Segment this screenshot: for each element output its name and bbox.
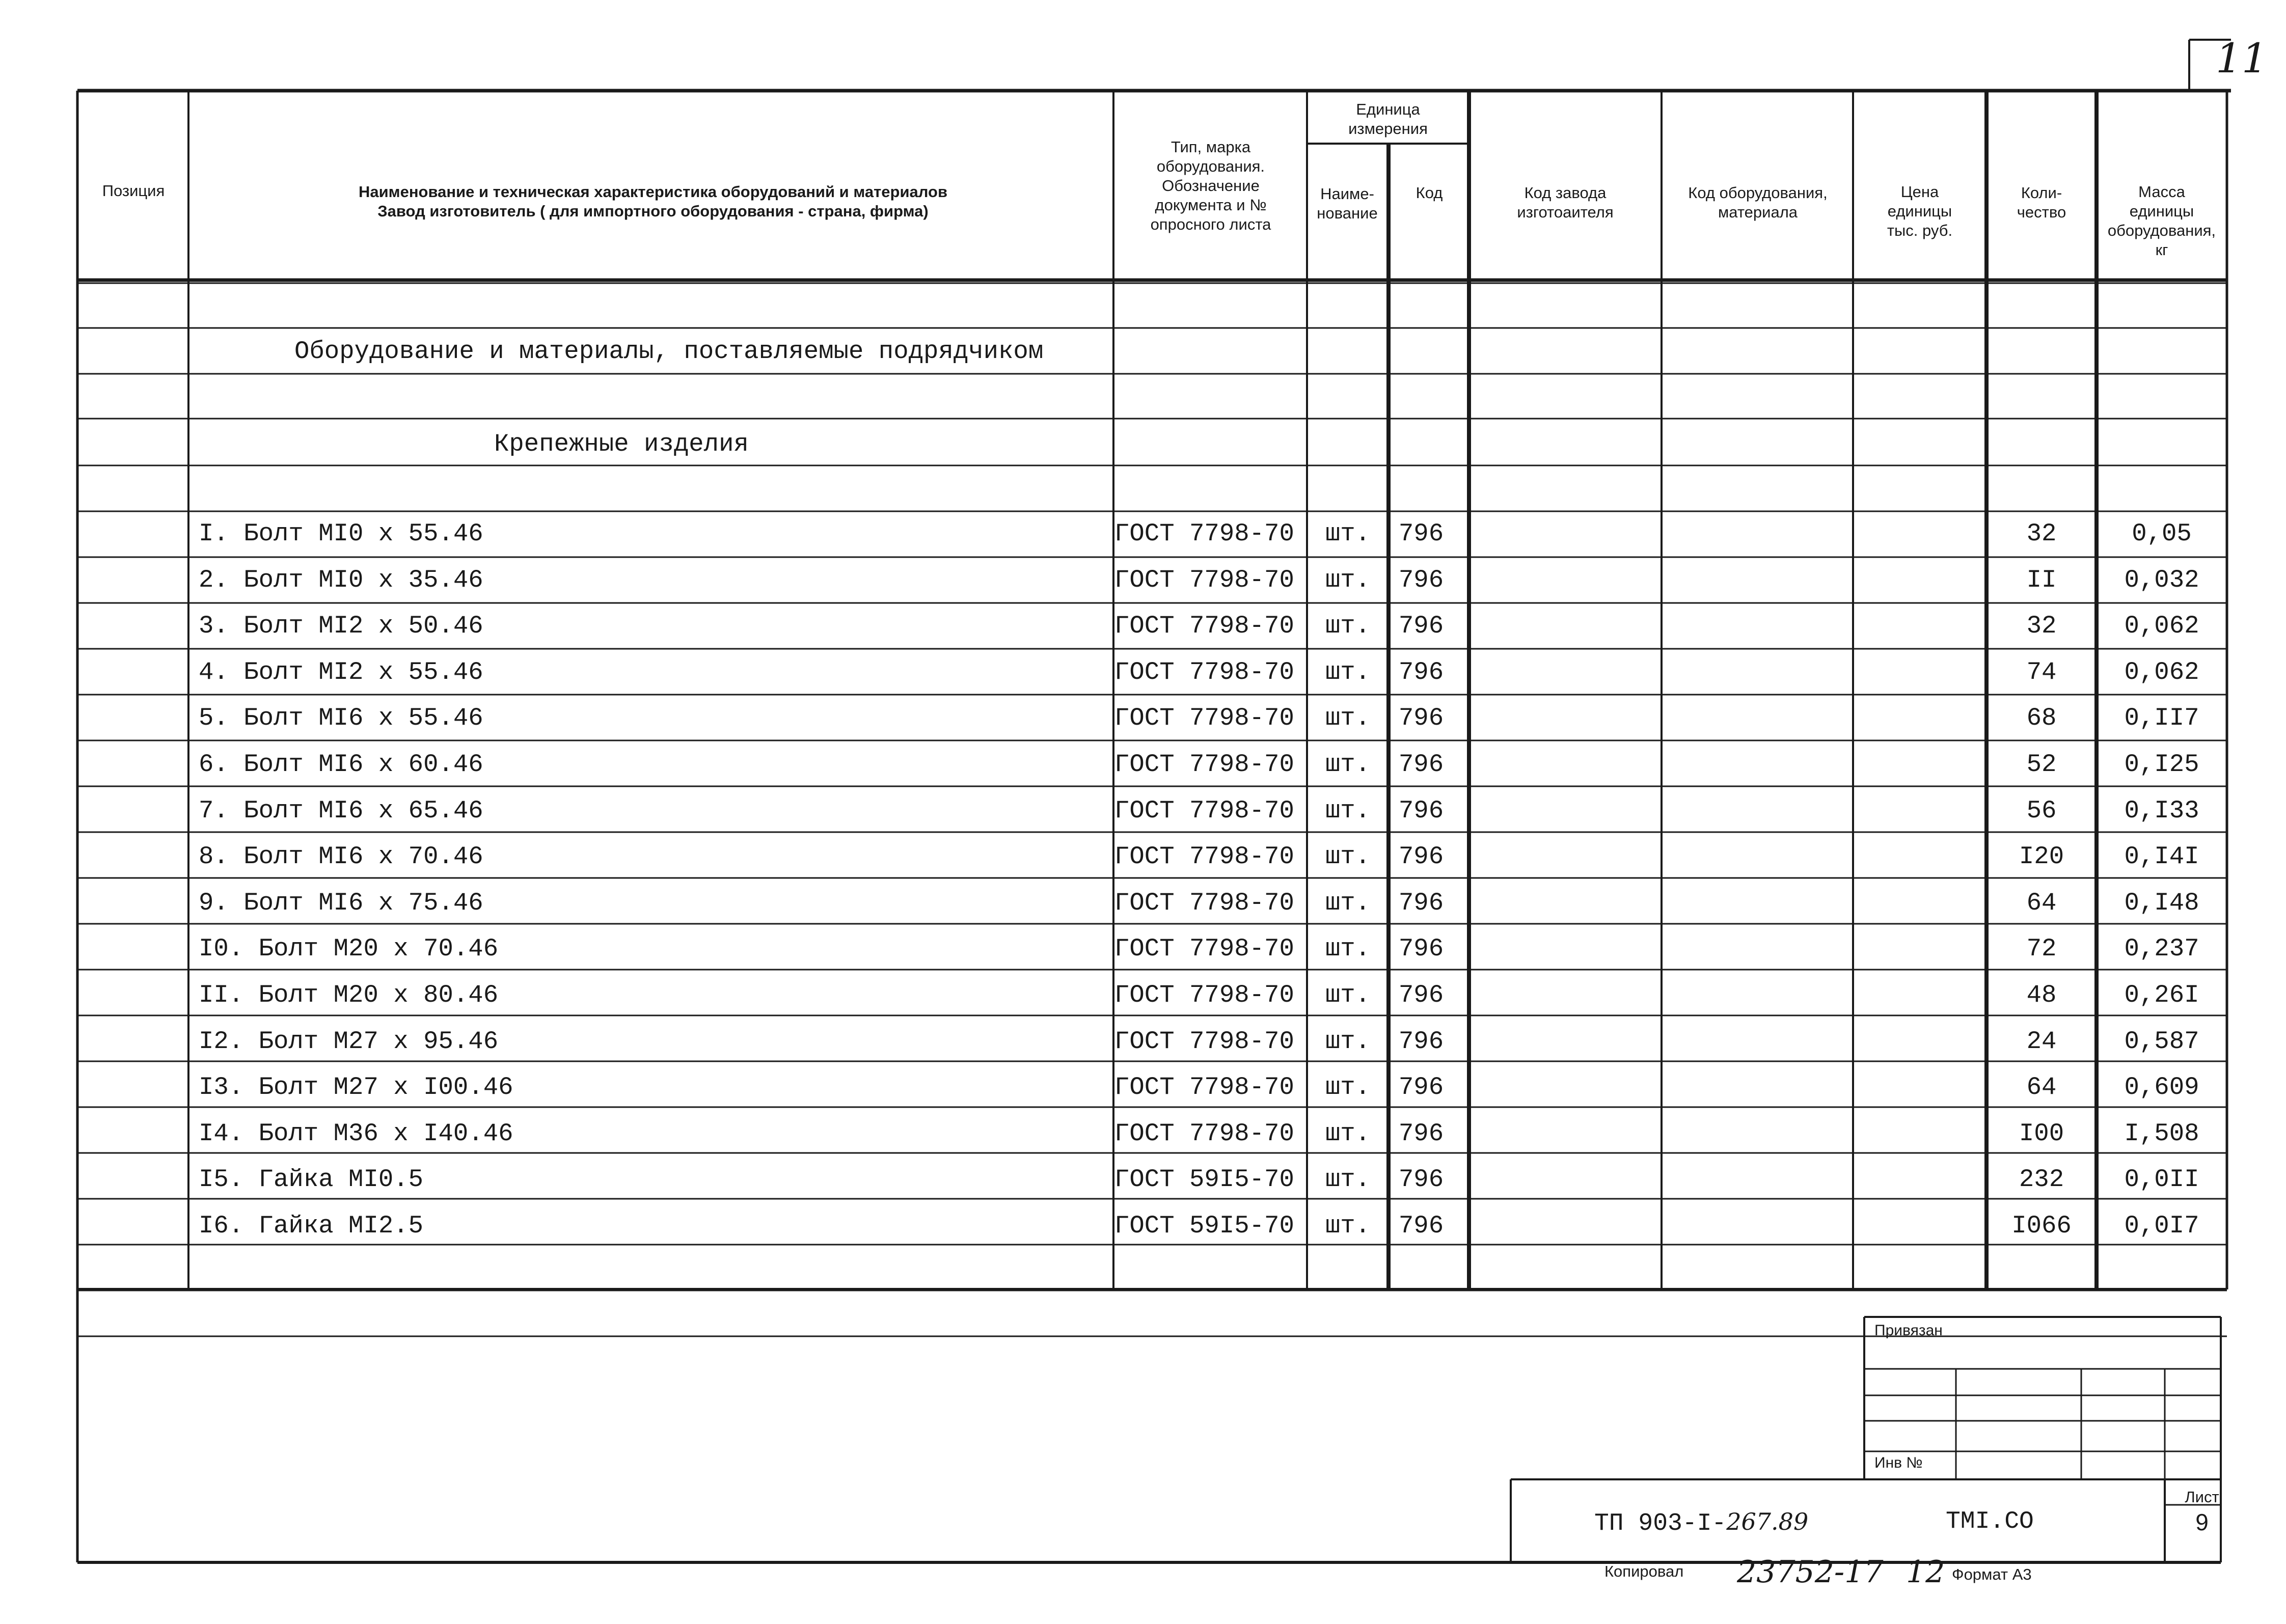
row-name: I. Болт МI0 х 55.46 [199,519,483,548]
row-code: 796 [1398,612,1444,641]
row-name: 9. Болт МI6 х 75.46 [199,888,483,917]
stamp-designation-hand: 267.89 [1726,1508,1809,1535]
row-doc: ГОСТ 7798-70 [1114,750,1294,779]
row-mass: 0,I4I [2124,842,2199,871]
row-qty: I00 [2019,1119,2064,1148]
row-unit: шт. [1325,1165,1371,1194]
row-mass: 0,237 [2124,934,2199,964]
footer-copied-label: Копировал [1604,1562,1684,1580]
row-qty: 24 [2026,1027,2057,1056]
row-name: I0. Болт М20 х 70.46 [199,934,499,964]
row-code: 796 [1398,565,1444,594]
sheet-mark: 11 [2216,35,2268,82]
row-code: 796 [1398,842,1444,871]
row-mass: 0,0II [2124,1165,2199,1194]
row-code: 796 [1398,519,1444,548]
row-qty: 32 [2026,519,2057,548]
row-qty: 52 [2026,750,2057,779]
subsection-title: Крепежные изделия [494,430,749,458]
row-doc: ГОСТ 7798-70 [1114,1119,1294,1148]
row-name: I4. Болт М36 х I40.46 [199,1119,513,1148]
row-mass: 0,032 [2124,565,2199,594]
row-qty: 72 [2026,934,2057,964]
row-unit: шт. [1325,565,1371,594]
footer-copy-sheet: 12 [1906,1554,1945,1590]
row-qty: 64 [2026,1073,2057,1102]
row-qty: 68 [2026,704,2057,733]
row-code: 796 [1398,1119,1444,1148]
stamp-attached-label: Привязан [1874,1322,1943,1339]
row-code: 796 [1398,1212,1444,1240]
row-code: 796 [1398,796,1444,825]
row-mass: 0,I33 [2124,796,2199,825]
section-title: Оборудование и материалы, поставляемые подрядчиком [294,337,1044,366]
row-name: 4. Болт МI2 х 55.46 [199,657,483,686]
row-doc: ГОСТ 7798-70 [1114,565,1294,594]
row-qty: 56 [2026,796,2057,825]
row-mass: I,508 [2124,1119,2199,1148]
header-unit-group: Единица измерения [1348,100,1428,137]
row-mass: 0,II7 [2124,704,2199,733]
stamp-designation [1594,1506,1808,1539]
row-name: I2. Болт М27 х 95.46 [199,1027,499,1056]
stamp-sheet-label: Лист [2185,1488,2219,1506]
row-unit: шт. [1325,1073,1371,1102]
row-qty: I20 [2019,842,2064,871]
row-qty: 232 [2019,1165,2064,1194]
row-mass: 0,609 [2124,1073,2199,1102]
row-doc: ГОСТ 7798-70 [1114,704,1294,733]
stamp-sheet-number: 9 [2195,1509,2209,1535]
header-name: Наименование и техническая характеристика оборудований и материалов Завод изготовитель ( для импортного оборудования - страна, фирма) [358,183,948,220]
row-name: 2. Болт МI0 х 35.46 [199,565,483,594]
row-code: 796 [1398,657,1444,686]
header-mass: Масса единицы оборудования, кг [2107,183,2216,259]
row-code: 796 [1398,750,1444,779]
row-code: 796 [1398,1165,1444,1194]
row-doc: ГОСТ 7798-70 [1114,519,1294,548]
header-quantity: Коли- чество [2017,184,2066,221]
row-name: I6. Гайка МI2.5 [199,1212,424,1240]
row-code: 796 [1398,704,1444,733]
row-doc: ГОСТ 7798-70 [1114,657,1294,686]
row-mass: 0,062 [2124,657,2199,686]
header-unit-name: Наиме- нование [1317,185,1378,222]
row-unit: шт. [1325,1027,1371,1056]
row-qty: 74 [2026,657,2057,686]
row-name: 5. Болт МI6 х 55.46 [199,704,483,733]
header-price: Цена единицы тыс. руб. [1887,183,1953,239]
row-unit: шт. [1325,704,1371,733]
header-factory-code: Код завода изготоаителя [1517,184,1614,221]
row-doc: ГОСТ 7798-70 [1114,981,1294,1009]
row-qty: 64 [2026,888,2057,917]
row-mass: 0,I25 [2124,750,2199,779]
row-doc: ГОСТ 7798-70 [1114,1073,1294,1102]
row-doc: ГОСТ 7798-70 [1114,888,1294,917]
row-mass: 0,587 [2124,1027,2199,1056]
row-doc: ГОСТ 7798-70 [1114,1027,1294,1056]
row-doc: ГОСТ 59I5-70 [1114,1165,1294,1194]
row-qty: 48 [2026,981,2057,1009]
row-mass: 0,05 [2132,519,2192,548]
header-type: Тип, марка оборудования. Обозначение документа и № опросного листа [1150,138,1271,233]
row-doc: ГОСТ 7798-70 [1114,796,1294,825]
footer-copy-number: 23752-17 [1737,1554,1884,1590]
row-unit: шт. [1325,750,1371,779]
row-name: 6. Болт МI6 х 60.46 [199,750,483,779]
row-unit: шт. [1325,612,1371,641]
row-mass: 0,062 [2124,612,2199,641]
row-name: I5. Гайка МI0.5 [199,1165,424,1194]
stamp-designation-printed: ТП 903-I- [1594,1510,1727,1537]
row-qty: I066 [2011,1212,2072,1240]
row-unit: шт. [1325,934,1371,964]
header-position: Позиция [102,182,165,200]
row-name: I3. Болт М27 х I00.46 [199,1073,513,1102]
row-doc: ГОСТ 7798-70 [1114,612,1294,641]
row-mass: 0,26I [2124,981,2199,1009]
row-code: 796 [1398,1073,1444,1102]
header-equipment-code: Код оборудования, материала [1688,184,1828,221]
row-doc: ГОСТ 59I5-70 [1114,1212,1294,1240]
stamp-inv-label: Инв № [1874,1454,1923,1471]
row-unit: шт. [1325,519,1371,548]
row-unit: шт. [1325,842,1371,871]
row-unit: шт. [1325,888,1371,917]
footer-format: Формат А3 [1952,1565,2032,1583]
row-name: 3. Болт МI2 х 50.46 [199,612,483,641]
row-code: 796 [1398,934,1444,964]
row-name: 7. Болт МI6 х 65.46 [199,796,483,825]
stamp-code: ТМI.СО [1946,1508,2034,1535]
row-code: 796 [1398,1027,1444,1056]
row-unit: шт. [1325,796,1371,825]
row-code: 796 [1398,888,1444,917]
row-doc: ГОСТ 7798-70 [1114,842,1294,871]
row-name: 8. Болт МI6 х 70.46 [199,842,483,871]
row-unit: шт. [1325,1119,1371,1148]
row-mass: 0,0I7 [2124,1212,2199,1240]
row-mass: 0,I48 [2124,888,2199,917]
row-qty: II [2026,565,2057,594]
row-qty: 32 [2026,612,2057,641]
row-code: 796 [1398,981,1444,1009]
row-name: II. Болт М20 х 80.46 [199,981,499,1009]
header-unit-code: Код [1416,184,1443,202]
row-doc: ГОСТ 7798-70 [1114,934,1294,964]
row-unit: шт. [1325,981,1371,1009]
row-unit: шт. [1325,657,1371,686]
row-unit: шт. [1325,1212,1371,1240]
